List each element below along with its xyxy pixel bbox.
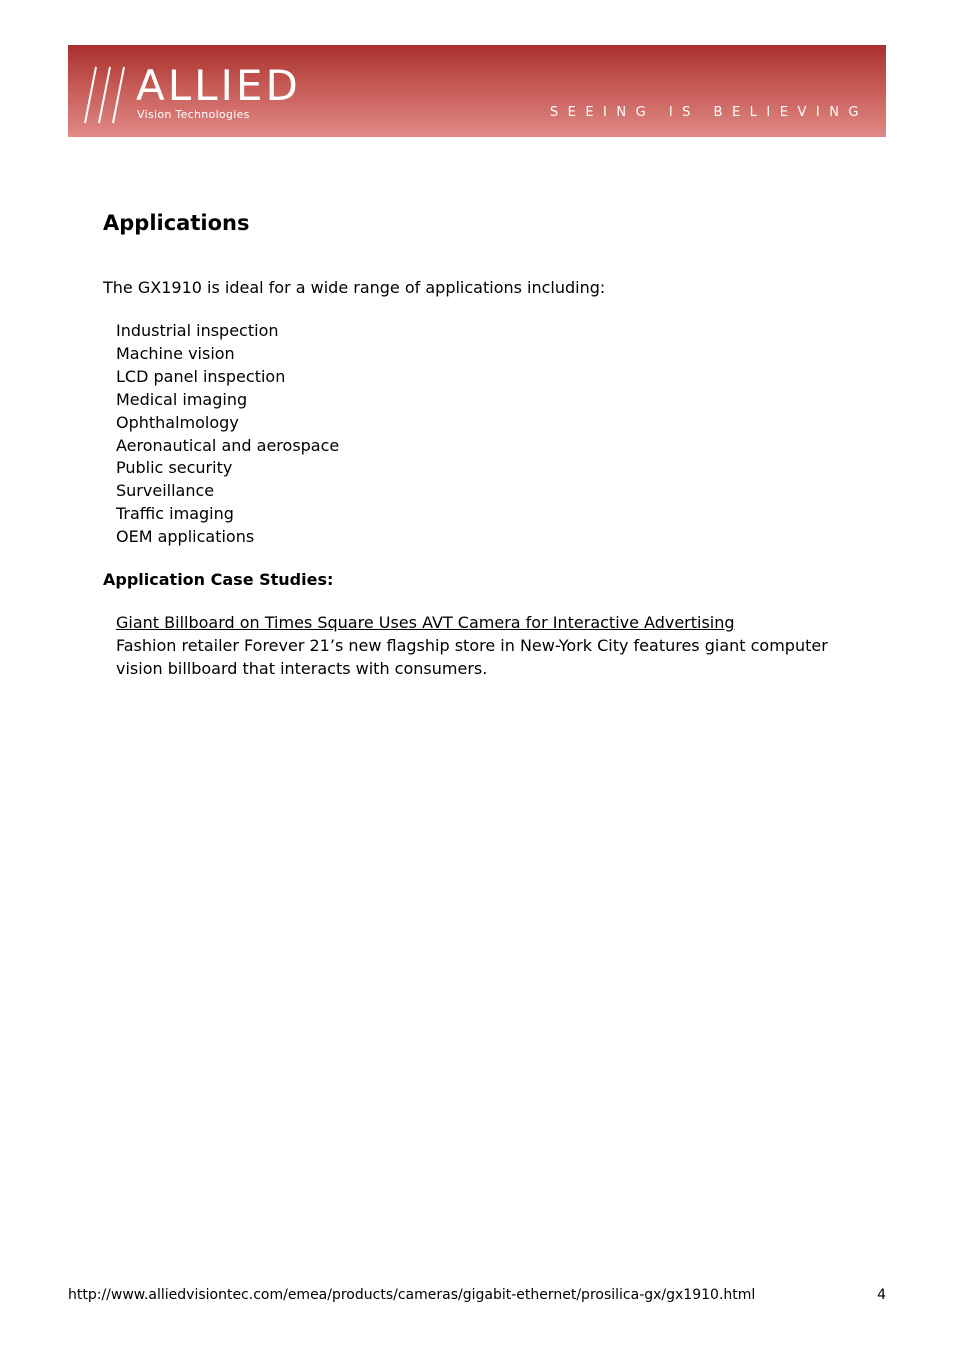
list-item: Medical imaging bbox=[116, 389, 248, 409]
list-item: Traffic imaging bbox=[116, 504, 234, 524]
page-number: 4 bbox=[877, 1287, 886, 1303]
section-title: Applications bbox=[103, 211, 250, 235]
list-item: Public security bbox=[116, 458, 233, 478]
case-study bbox=[116, 611, 846, 680]
list-item: Surveillance bbox=[116, 481, 215, 501]
list-item: OEM applications bbox=[116, 527, 255, 547]
logo-subtitle: Vision Technologies bbox=[137, 108, 250, 121]
logo-slashes-icon bbox=[82, 65, 136, 125]
list-item: Machine vision bbox=[116, 343, 235, 363]
list-item: Ophthalmology bbox=[116, 412, 239, 432]
main-content bbox=[103, 205, 843, 678]
intro-text: The GX1910 is ideal for a wide range of applications including: bbox=[103, 278, 606, 297]
case-study-description: Fashion retailer Forever 21’s new flagship store in New-York City features giant computer vision billboard that interacts with consumers. bbox=[116, 636, 828, 678]
list-item: Industrial inspection bbox=[116, 321, 279, 340]
case-studies-heading: Application Case Studies: bbox=[103, 570, 334, 589]
allied-logo bbox=[82, 63, 322, 127]
list-item: Aeronautical and aerospace bbox=[116, 435, 340, 455]
list-item: LCD panel inspection bbox=[116, 366, 286, 386]
tagline: SEEING IS BELIEVING bbox=[549, 105, 868, 120]
case-study-link[interactable]: Giant Billboard on Times Square Uses AVT Camera for Interactive Advertising bbox=[116, 613, 735, 632]
logo-wordmark: ALLIED bbox=[136, 61, 301, 110]
applications-list bbox=[116, 320, 339, 549]
footer-url: http://www.alliedvisiontec.com/emea/products/cameras/gigabit-ethernet/prosilica-gx/gx1910.html bbox=[68, 1287, 756, 1303]
header-banner bbox=[68, 45, 886, 137]
